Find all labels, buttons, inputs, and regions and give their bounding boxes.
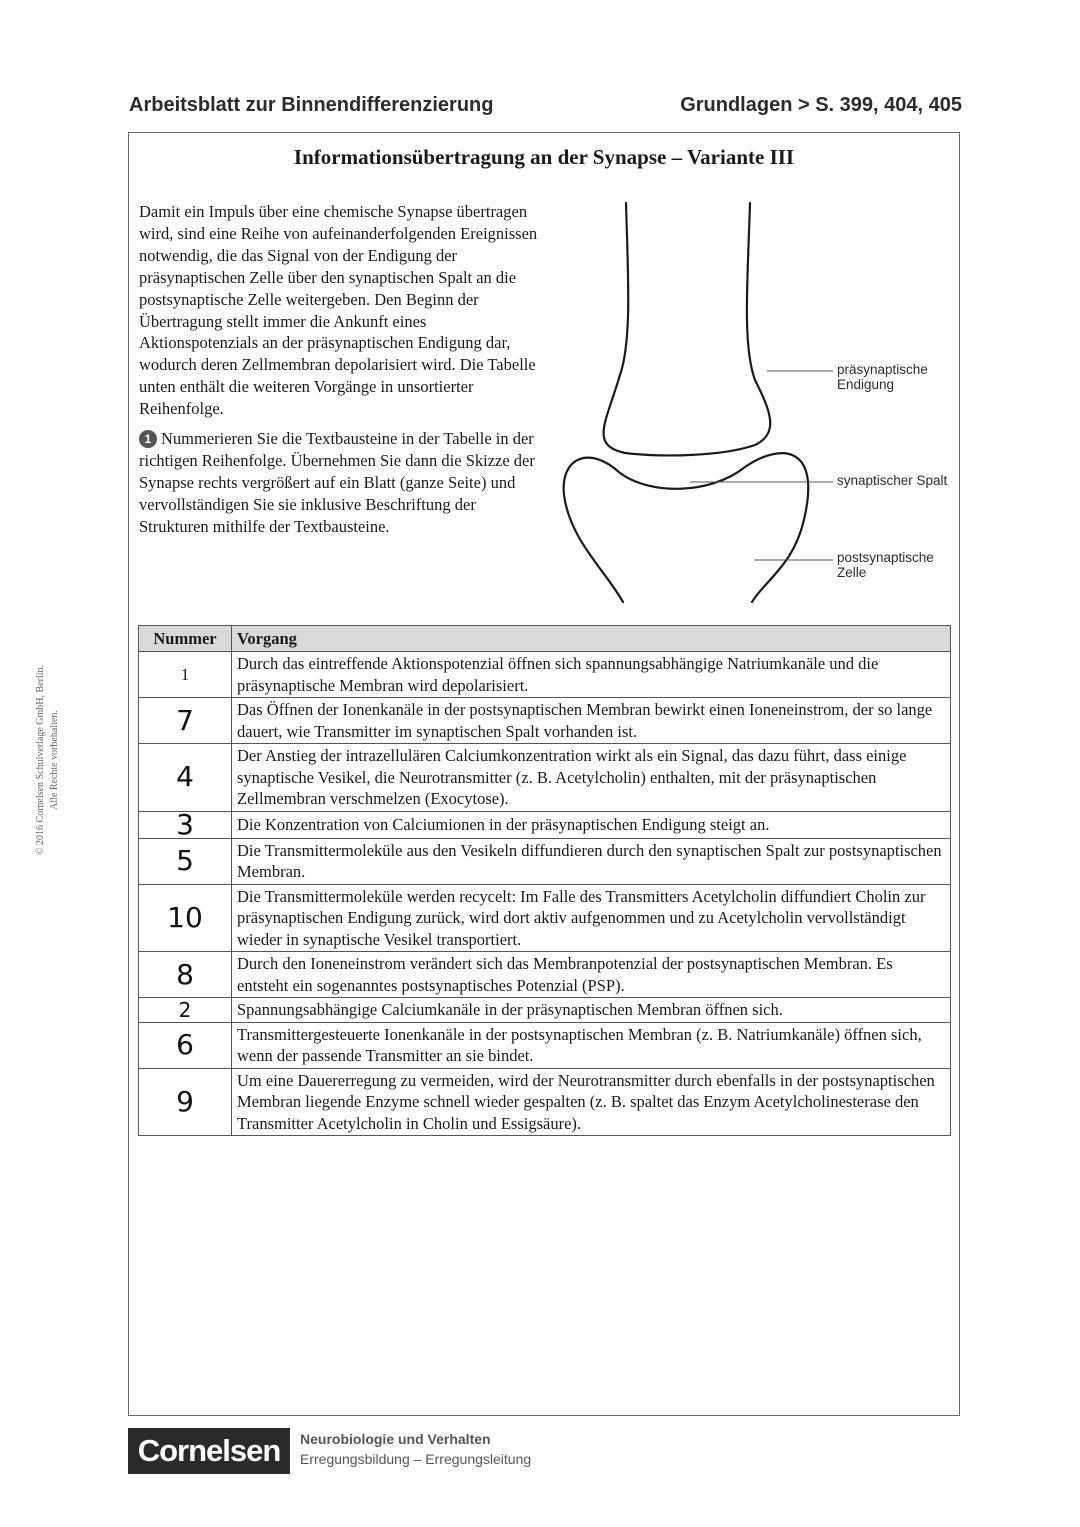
row-text: Die Transmittermoleküle werden recycelt: Im Falle des Transmitters Acetylcholin diffundiert Cholin zur präsynaptischen Endigung zurück, wird dort aktiv aufgenommen und zu Acetylcholin vervollständigt wieder in synaptische Vesikel transportiert. — [232, 884, 951, 952]
table-row — [139, 1068, 951, 1136]
row-text: Die Konzentration von Calciumionen in der präsynaptischen Endigung steigt an. — [232, 811, 951, 838]
process-table — [138, 625, 951, 1136]
task-text — [139, 428, 539, 538]
row-text: Durch den Ioneneinstrom verändert sich das Membranpotenzial der postsynaptischen Membran. Es entsteht ein sogenanntes postsynaptisches Potenzial (PSP). — [232, 952, 951, 998]
footer-subtitle: Erregungsbildung – Erregungsleitung — [300, 1451, 532, 1467]
copyright-line2: Alle Rechte vorbehalten. — [49, 710, 60, 810]
row-number-handwritten: 5 — [139, 838, 232, 884]
label-synaptic-cleft: synaptischer Spalt — [837, 473, 948, 488]
header-nummer: Nummer — [139, 626, 232, 652]
table-row — [139, 698, 951, 744]
row-text: Der Anstieg der intrazellulären Calciumkonzentration wirkt als ein Signal, das dazu führt, dass einige synaptische Vesikel, die Neurotransmitter (z. B. Acetylcholin) enthalten, mit der präsynaptischen Zellmembran verschmelzen (Exocytose). — [232, 744, 951, 812]
header-vorgang: Vorgang — [232, 626, 951, 652]
row-number-handwritten: 10 — [139, 884, 232, 952]
row-number-handwritten: 2 — [139, 998, 232, 1023]
row-text: Spannungsabhängige Calciumkanäle in der präsynaptischen Membran öffnen sich. — [232, 998, 951, 1023]
postsynaptic-membrane — [564, 453, 809, 602]
row-text: Das Öffnen der Ionenkanäle in der postsynaptischen Membran bewirkt einen Ioneneinstrom, der so lange dauert, wie Transmitter im synaptischen Spalt vorhanden ist. — [232, 698, 951, 744]
table-row — [139, 998, 951, 1023]
row-text: Durch das eintreffende Aktionspotenzial öffnen sich spannungsabhängige Natriumkanäle und die präsynaptische Membran wird depolarisiert. — [232, 652, 951, 698]
copyright-notice — [34, 640, 62, 880]
table-row — [139, 811, 951, 838]
table-row — [139, 744, 951, 812]
header-right: Grundlagen > S. 399, 404, 405 — [680, 94, 962, 116]
task-instruction: Nummerieren Sie die Textbausteine in der Tabelle in der richtigen Reihenfolge. Übernehmen Sie dann die Skizze der Synapse rechts vergrößert auf ein Blatt (ganze Seite) und vervollständigen Sie sie inklusive Beschriftung der Strukturen mithilfe der Textbausteine. — [139, 429, 535, 536]
row-number: 1 — [139, 652, 232, 698]
label-postsynaptic: postsynaptische Zelle — [837, 550, 934, 580]
table-row — [139, 652, 951, 698]
task-number-badge: 1 — [139, 430, 157, 448]
row-number-handwritten: 9 — [139, 1068, 232, 1136]
row-number-handwritten: 8 — [139, 952, 232, 998]
row-number-handwritten: 7 — [139, 698, 232, 744]
table-header-row — [139, 626, 951, 652]
footer-title: Neurobiologie und Verhalten — [300, 1431, 491, 1447]
table-row — [139, 884, 951, 952]
row-text: Die Transmittermoleküle aus den Vesikeln diffundieren durch den synaptischen Spalt zur postsynaptischen Membran. — [232, 838, 951, 884]
cornelsen-logo: Cornelsen — [128, 1428, 290, 1474]
intro-text: Damit ein Impuls über eine chemische Synapse übertragen wird, sind eine Reihe von aufeinanderfolgenden Ereignissen notwendig, die das Signal von der Endigung der präsynaptischen Zelle über den synaptischen Spalt an die postsynaptische Zelle weitergeben. Den Beginn der Übertragung stellt immer die Ankunft eines Aktionspotenzials an der präsynaptischen Endigung dar, wodurch deren Zellmembran depolarisiert wird. Die Tabelle unten enthält die weiteren Vorgänge in unsortierter Reihenfolge. — [139, 202, 538, 419]
table-row — [139, 1022, 951, 1068]
row-text: Um eine Dauererregung zu vermeiden, wird der Neurotransmitter durch ebenfalls in der postsynaptischen Membran liegende Enzyme schnell wieder gespalten (z. B. spaltet das Enzym Acetylcholinesterase den Transmitter Acetylcholin in Cholin und Essigsäure). — [232, 1068, 951, 1136]
presynaptic-membrane — [604, 203, 771, 455]
row-number-handwritten: 4 — [139, 744, 232, 812]
page-title: Informationsübertragung an der Synapse – Variante III — [293, 145, 795, 169]
row-text: Transmittergesteuerte Ionenkanäle in der postsynaptischen Membran (z. B. Natriumkanäle) öffnen sich, wenn der passende Transmitter an sie bindet. — [232, 1022, 951, 1068]
header-left: Arbeitsblatt zur Binnendifferenzierung — [129, 94, 494, 116]
table-row — [139, 838, 951, 884]
row-number-handwritten: 3 — [139, 811, 232, 838]
table-row — [139, 952, 951, 998]
label-presynaptic: präsynaptische Endigung — [837, 362, 928, 392]
row-number-handwritten: 6 — [139, 1022, 232, 1068]
copyright-line1: © 2016 Cornelsen Schulverlage GmbH, Berlin. — [35, 664, 46, 856]
